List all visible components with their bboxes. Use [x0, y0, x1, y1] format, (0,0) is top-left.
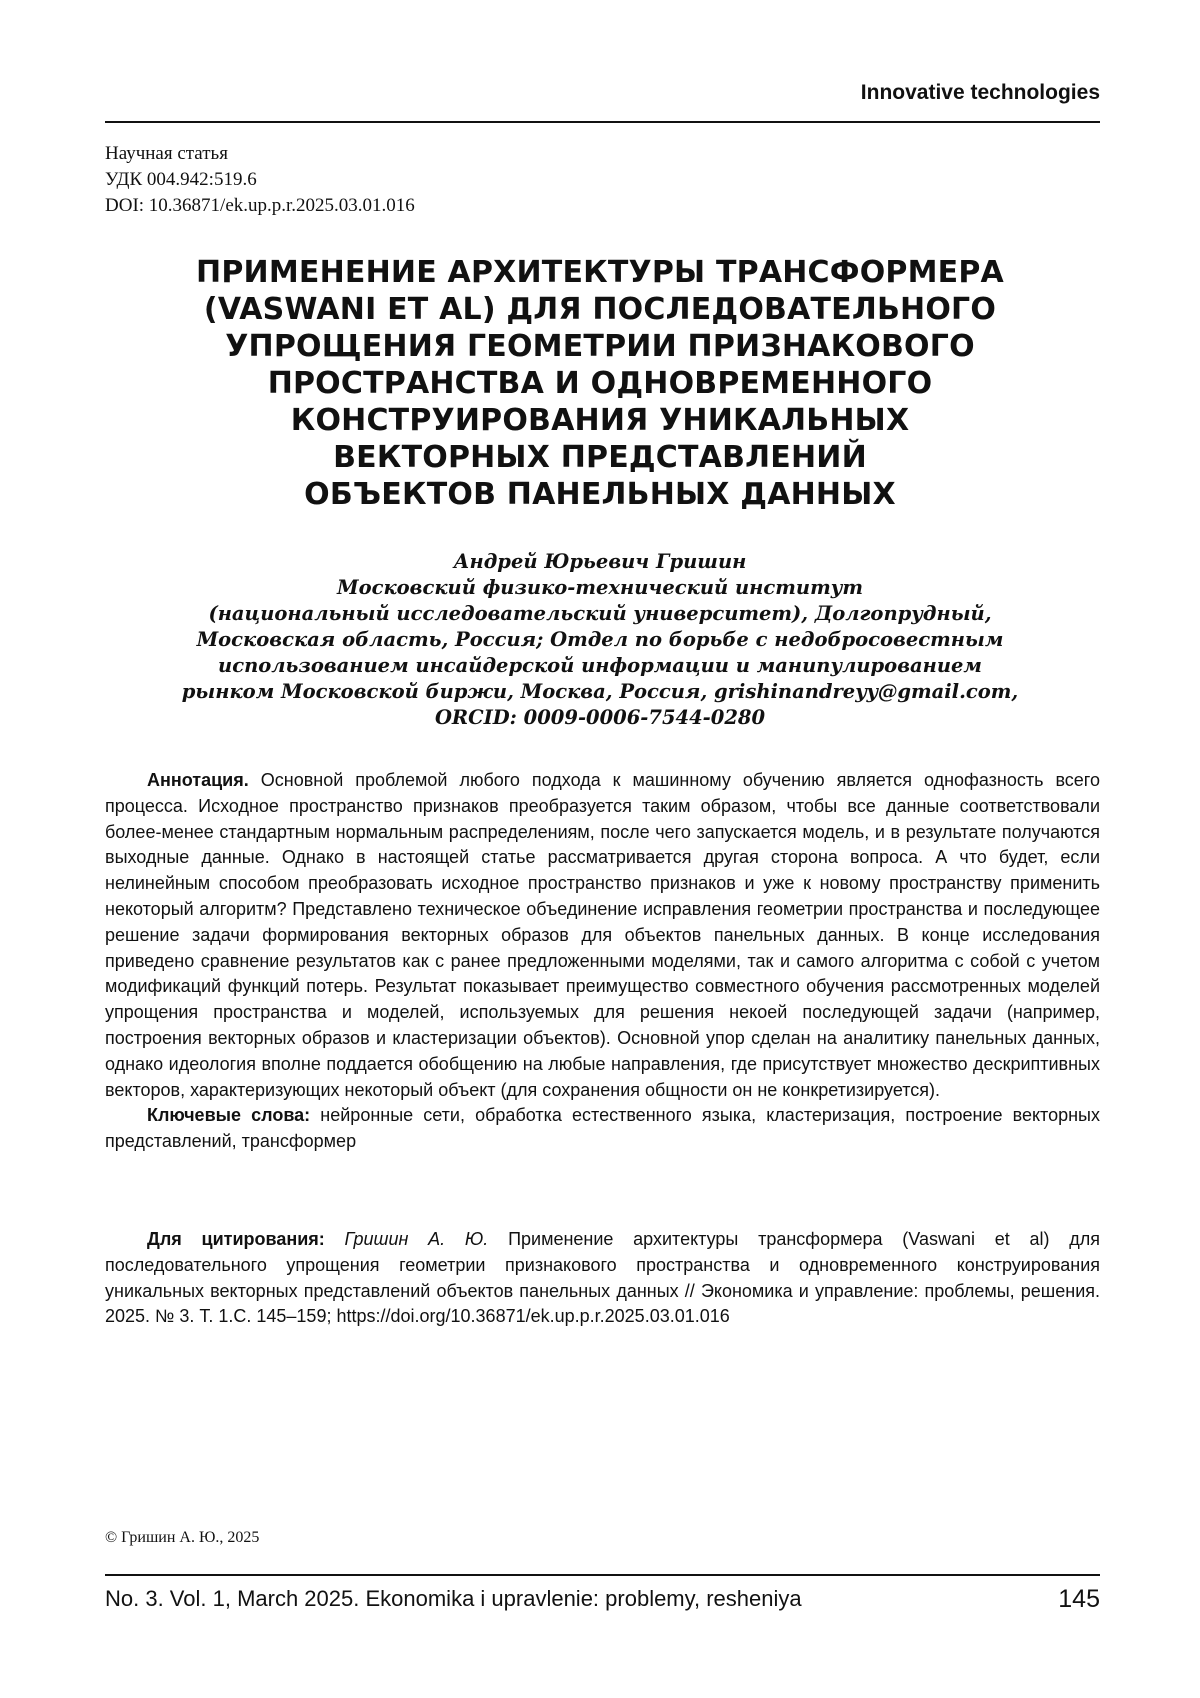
abstract-text: Основной проблемой любого подхода к машинному обучению является однофазность всего процесса. Исходное пространство признаков преобразуется таким образом, чтобы все данные соответствовали более-менее стандартным нормальным распределениям, после чего запускается модель, и в результате получаются выходные данные. Однако в настоящей статье рассматривается другая сторона вопроса. А что будет, если нелинейным способом преобразовать исходное пространство признаков и уже к новому пространству применить некоторый алгоритм? Представлено техническое объединение исправления геометрии пространства и последующее решение задачи формирования векторных образов для объектов панельных данных. В конце исследования приведено сравнение результатов как с ранее предложенными моделями, так и самого алгоритма с собой с учетом модификаций функций потерь. Результат показывает преимущество совместного обучения рассмотренных моделей упрощения пространства и моделей, используемых для решения некоей последующей задачи (например, построения векторных образов и кластеризации объектов). Основной упор сделан на аналитику панельных данных, однако идеология вполне поддается обобщению на любые направления, где присутствует множество дескриптивных векторов, характеризующих некоторый объект (для сохранения общности он не конкретизируется).: [105, 770, 1100, 1100]
title-line: ВЕКТОРНЫХ ПРЕДСТАВЛЕНИЙ: [140, 439, 1060, 476]
title-line: (VASWANI ET AL) ДЛЯ ПОСЛЕДОВАТЕЛЬНОГО: [140, 291, 1060, 328]
citation-text: Применение архитектуры трансформера (Vaswani et al) для последовательного упрощения геометрии признакового пространства и одновременного конструирования уникальных векторных представлений объектов панельных данных // Экономика и управление: проблемы, решения. 2025. № 3. Т. 1.С. 145–159; https://doi.org/10.36871/ek.up.p.r.2025.03.01.016: [105, 1229, 1100, 1326]
affiliation-line: использованием инсайдерской информации и манипулированием: [120, 653, 1080, 679]
keywords-text: нейронные сети, обработка естественного языка, кластеризация, построение векторных представлений, трансформер: [105, 1105, 1100, 1151]
orcid: ORCID: 0009-0006-7544-0280: [120, 705, 1080, 731]
abstract-section: [105, 768, 1100, 1155]
running-header: [105, 80, 1100, 106]
header-divider: [105, 121, 1100, 123]
paper-page: [0, 0, 1200, 1698]
author-block: [120, 549, 1080, 731]
doi: DOI: 10.36871/ek.up.p.r.2025.03.01.016: [105, 193, 415, 219]
affiliation-line: (национальный исследовательский университет), Долгопрудный,: [120, 601, 1080, 627]
keywords-paragraph: [105, 1103, 1100, 1155]
journal-info: No. 3. Vol. 1, March 2025. Ekonomika i upravlenie: problemy, resheniya: [105, 1585, 802, 1613]
udk-code: УДК 004.942:519.6: [105, 167, 415, 193]
affiliation-line: Московский физико-технический институт: [120, 575, 1080, 601]
abstract-paragraph: [105, 768, 1100, 1103]
article-title: [140, 254, 1060, 513]
abstract-label: Аннотация.: [147, 770, 249, 790]
title-line: ОБЪЕКТОВ ПАНЕЛЬНЫХ ДАННЫХ: [140, 476, 1060, 513]
keywords-label: Ключевые слова:: [147, 1105, 310, 1125]
citation-author: Гришин А. Ю.: [345, 1229, 489, 1249]
title-line: ПРИМЕНЕНИЕ АРХИТЕКТУРЫ ТРАНСФОРМЕРА: [140, 254, 1060, 291]
title-line: ПРОСТРАНСТВА И ОДНОВРЕМЕННОГО: [140, 365, 1060, 402]
citation-paragraph: [105, 1227, 1100, 1330]
title-line: УПРОЩЕНИЯ ГЕОМЕТРИИ ПРИЗНАКОВОГО: [140, 328, 1060, 365]
section-title: Innovative technologies: [105, 80, 1100, 106]
citation-section: [105, 1227, 1100, 1330]
copyright-notice: © Гришин А. Ю., 2025: [105, 1528, 259, 1548]
article-type: Научная статья: [105, 141, 415, 167]
author-name: Андрей Юрьевич Гришин: [120, 549, 1080, 575]
affiliation-line: Московская область, Россия; Отдел по борьбе с недобросовестным: [120, 627, 1080, 653]
title-line: КОНСТРУИРОВАНИЯ УНИКАЛЬНЫХ: [140, 402, 1060, 439]
article-meta: [105, 141, 415, 219]
footer-divider: [105, 1574, 1100, 1576]
citation-label: Для цитирования:: [147, 1229, 325, 1249]
affiliation-line: рынком Московской биржи, Москва, Россия, grishinandreyy@gmail.com,: [120, 679, 1080, 705]
page-number: 145: [1058, 1585, 1100, 1613]
